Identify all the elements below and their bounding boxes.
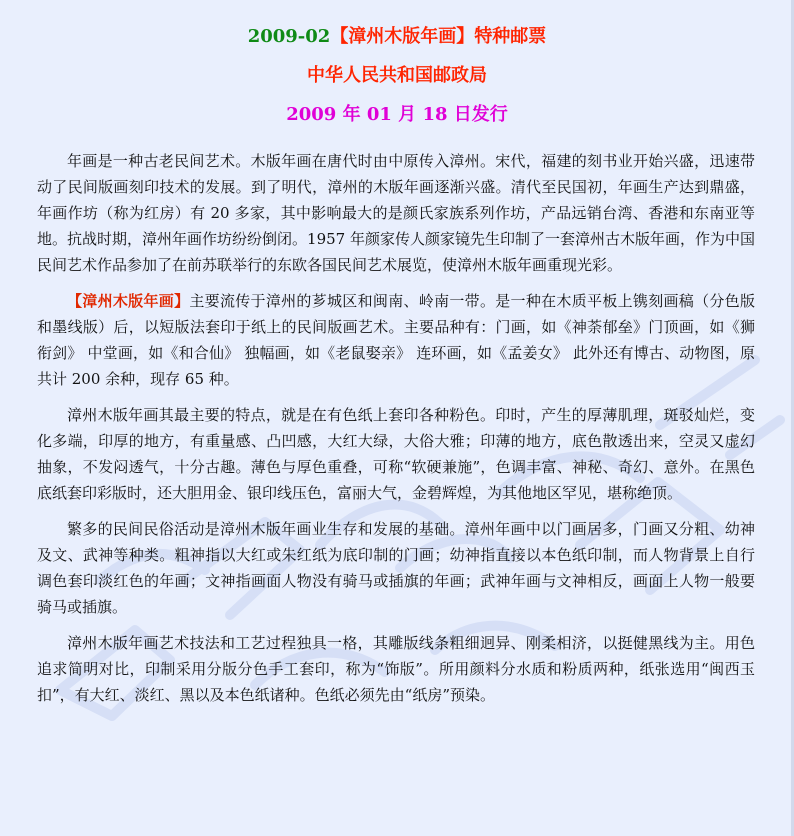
- publisher: 中华人民共和国邮政局: [307, 65, 487, 86]
- issue-title: [0, 22, 794, 52]
- issue-date: 2009 年 01 月 18 日发行: [286, 104, 508, 125]
- paragraph-2: [37, 288, 755, 392]
- paragraph-4: 繁多的民间民俗活动是漳州木版年画业生存和发展的基础。漳州年画中以门画居多，门画又分粗、幼神及文、武神等种类。粗神指以大红或朱红纸为底印制的门画；幼神指直接以本色纸印制，而人物背景上自行调色套印淡红色的年画；文神指画面人物没有骑马或插旗的年画；武神年画与文神相反，画面上人物一般要骑马或插旗。: [37, 520, 755, 616]
- paragraph-3: 漳州木版年画其最主要的特点，就是在有色纸上套印各种粉色。印时，产生的厚薄肌理，斑驳灿烂，变化多端，印厚的地方，有重量感、凸凹感，大红大绿，大俗大雅；印薄的地方，底色散透出来，空灵又虚幻抽象，不发闷透气，十分古趣。薄色与厚色重叠，可称“软硬兼施”，色调丰富、神秘、奇幻、意外。在黑色底纸套印彩版时，还大胆用金、银印线压色，富丽大气，金碧辉煌，为其他地区罕见，堪称绝顶。: [37, 406, 755, 502]
- paragraph-5: 漳州木版年画艺术技法和工艺过程独具一格，其雕版线条粗细迥异、刚柔相济，以挺健黑线为主。用色追求简明对比，印制采用分版分色手工套印，称为“饰版”。所用颜料分水质和粉质两种，纸张选用“闽西玉扣”，有大红、淡红、黑以及本色纸诸种。色纸必须先由“纸房”预染。: [37, 634, 755, 704]
- article-body: [37, 148, 755, 708]
- stamp-name: 【漳州木版年画】: [330, 26, 475, 47]
- paragraph-2-text: 主要流传于漳州的芗城区和闽南、岭南一带。是一种在木质平板上镌刻画稿（分色版和墨线版）后，以短版法套印于纸上的民间版画艺术。主要品种有：门画，如《神荼郁垒》门顶画，如《狮衔剑》 中堂画，如《和合仙》 独幅画，如《老鼠娶亲》 连环画，如《孟姜女》 此外还有博古、动物图，原共计 200 余种，现存 65 种。: [37, 292, 755, 388]
- issue-number: 2009-02: [247, 26, 331, 47]
- document-header: [0, 22, 794, 130]
- paragraph-1: 年画是一种古老民间艺术。木版年画在唐代时由中原传入漳州。宋代，福建的刻书业开始兴盛，迅速带动了民间版画刻印技术的发展。到了明代，漳州的木版年画逐渐兴盛。清代至民国初，年画生产达到鼎盛，年画作坊（称为红房）有 20 多家，其中影响最大的是颜氏家族系列作坊，产品远销台湾、香港和东南亚等地。抗战时期，漳州年画作坊纷纷倒闭。1957 年颜家传人颜家镜先生印制了一套漳州古木版年画，作为中国民间艺术作品参加了在前苏联举行的东欧各国民间艺术展览，使漳州木版年画重现光彩。: [37, 152, 755, 274]
- stamp-type: 特种邮票: [474, 26, 547, 47]
- highlight-title: 【漳州木版年画】: [67, 292, 190, 310]
